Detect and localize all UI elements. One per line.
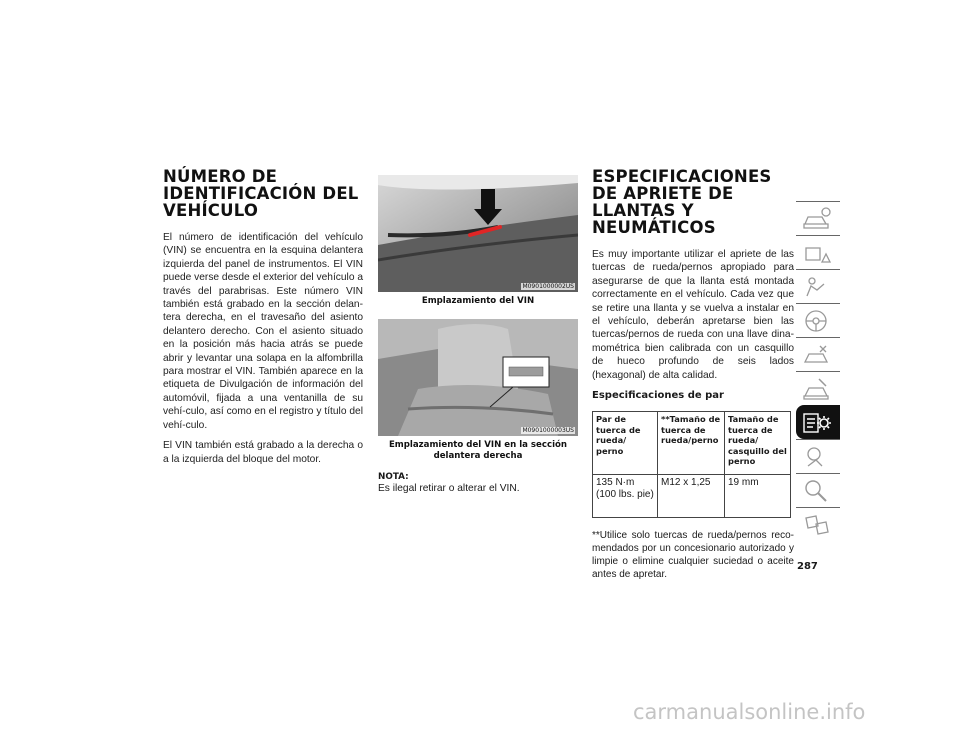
service-icon — [802, 376, 832, 402]
language-icon — [802, 512, 832, 538]
tab-service[interactable] — [796, 371, 840, 405]
vin-dashboard-photo — [378, 175, 578, 292]
note-title: NOTA: — [378, 472, 409, 482]
watermark: carmanualsonline.info — [633, 700, 866, 724]
torque-paragraph: Es muy importante utilizar el apriete de las tuercas de rueda/pernos apropiado para asegurarse de que la llanta está montada correctamente en el vehículo. Cada vez que se retire una llanta y se vuelva a instalar en el vehículo, deberán apretarse bien las tuercas/pernos de rueda con una llave dina-mométrica bien calibrada con un casquillo de hueco profundo de seis lados (hexagonal) de alta calidad. — [592, 249, 794, 381]
tab-steering[interactable] — [796, 303, 840, 337]
table-header: Par de tuerca de rueda/ perno — [593, 412, 658, 475]
vin-section-title: NÚMERO DE IDENTIFICACIÓN DEL VEHÍCULO — [163, 167, 359, 220]
warning-lights-icon — [802, 240, 832, 266]
emergency-icon — [802, 342, 832, 368]
vin-paragraph-1: El número de identificación del vehículo (VIN) se encuentra en la esquina delantera izquierda del panel de instrumentos. El VIN puede verse desde el exterior del vehículo a través del parabrisas. Este número VIN también está grabado en la sección delan-tera derecha, en el travesaño del asiento delantero derecho. Con el asiento situado en la posición más hacia atrás se puede abrir y levantar una solapa en la alfombrilla para mostrar el VIN. También aparece en la etiqueta de Divulgación de información del automóvil, fijada a una ventanilla de su vehí-culo, así como en el registro y título del vehí-culo. — [163, 232, 363, 431]
tab-specifications[interactable] — [796, 405, 840, 439]
left-column — [163, 168, 363, 473]
torque-subtitle: Especificaciones de par — [592, 390, 724, 402]
tab-car-info[interactable] — [796, 201, 840, 235]
figure2-code: M0901000003US — [522, 427, 574, 434]
right-column — [592, 168, 794, 581]
tab-warning-lights[interactable] — [796, 235, 840, 269]
table-cell: 135 N·m (100 lbs. pie) — [593, 475, 658, 518]
tab-safety[interactable] — [796, 269, 840, 303]
table-header-row — [593, 412, 791, 475]
torque-table — [592, 411, 791, 518]
multimedia-icon — [802, 444, 832, 470]
steering-wheel-icon — [802, 308, 832, 334]
specifications-icon — [802, 410, 832, 436]
table-footnote: **Utilice solo tuercas de rueda/pernos reco-mendados por un concesionario autorizado y limpie o elimine cualquier suciedad o aceite antes de apretar. — [592, 530, 794, 581]
figure1-code: M0901000002US — [522, 283, 574, 290]
tab-multimedia[interactable] — [796, 439, 840, 473]
dashboard-illustration — [378, 175, 578, 292]
figure1-caption: Emplazamiento del VIN — [421, 296, 535, 306]
chapter-tabs — [796, 201, 840, 541]
vin-paragraph-2: El VIN también está grabado a la derecha o a la izquierda del bloque del motor. — [163, 440, 363, 465]
seat-illustration — [378, 319, 578, 436]
search-index-icon — [802, 478, 832, 504]
torque-section-title: ESPECIFICACIONES DE APRIETE DE LLANTAS Y NEUMÁTICOS — [592, 167, 772, 237]
table-cell: M12 x 1,25 — [658, 475, 725, 518]
table-header: **Tamaño de tuerca de rueda/perno — [658, 412, 725, 475]
table-row — [593, 475, 791, 518]
tab-emergency[interactable] — [796, 337, 840, 371]
table-cell: 19 mm — [725, 475, 791, 518]
tab-language[interactable] — [796, 507, 840, 541]
car-info-icon — [802, 206, 832, 232]
note-text: Es ilegal retirar o alterar el VIN. — [378, 483, 520, 494]
tab-search[interactable] — [796, 473, 840, 507]
figure2-caption: Emplazamiento del VIN en la sección delantera derecha — [388, 440, 568, 461]
safety-icon — [802, 274, 832, 300]
page-number: 287 — [797, 561, 818, 572]
table-header: Tamaño de tuerca de rueda/ casquillo del perno — [725, 412, 791, 475]
middle-column — [378, 175, 578, 495]
vin-seat-photo — [378, 319, 578, 436]
